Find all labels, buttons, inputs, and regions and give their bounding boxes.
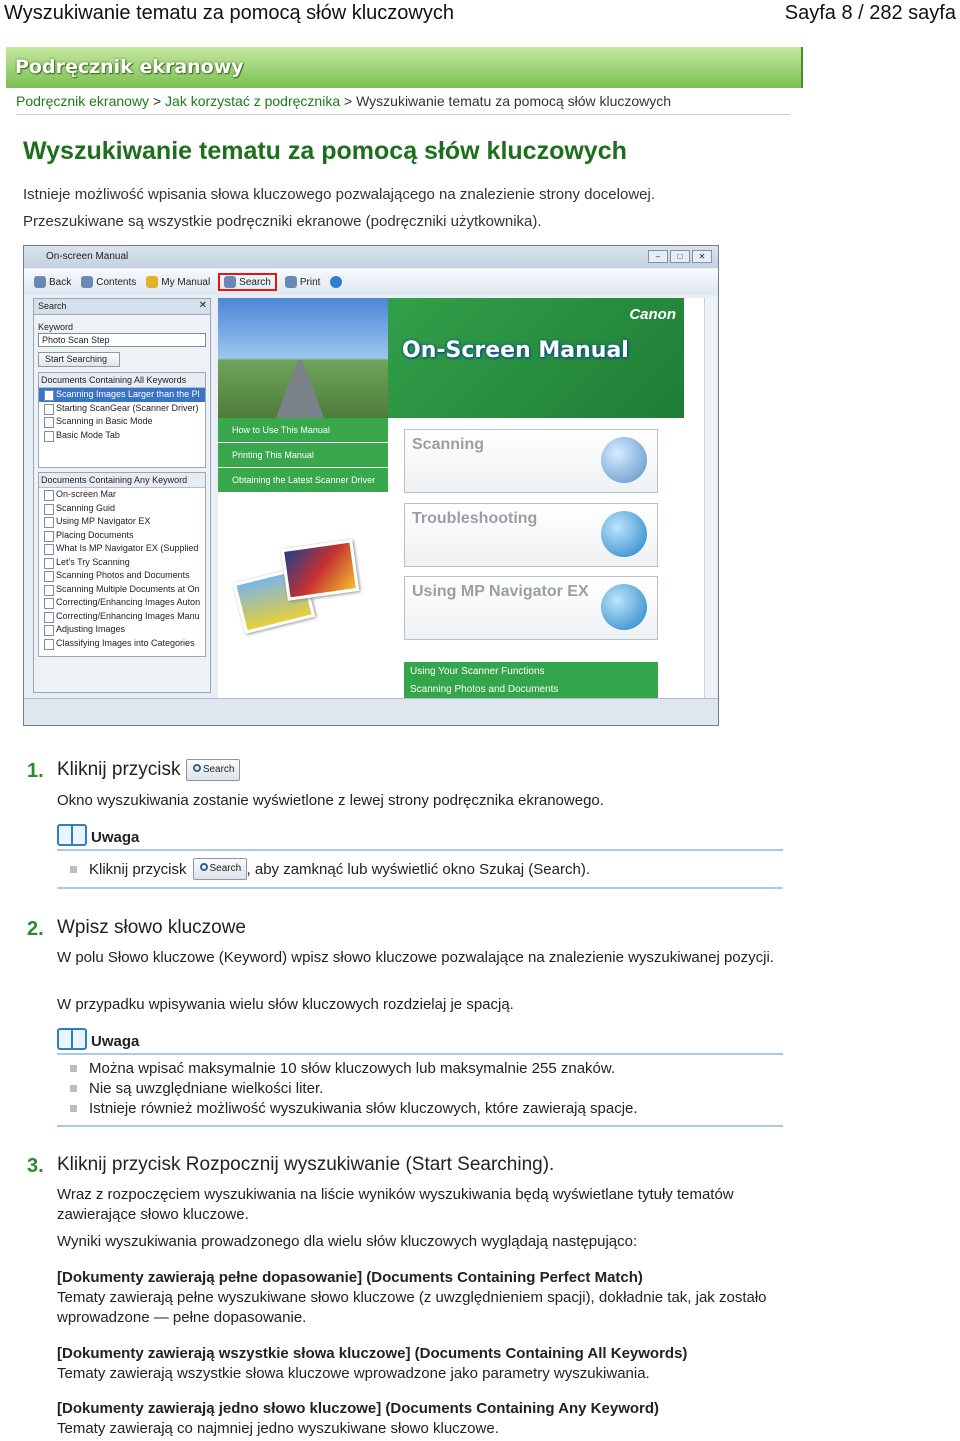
keyword-input: Photo Scan Step (38, 333, 206, 347)
step-3-description: Wraz z rozpoczęciem wyszukiwania na liście wyników wyszukiwania będą wyświetlane tytuły tematów zawierające słowo kluczowe. (57, 1186, 734, 1223)
search-icon (200, 863, 208, 871)
result-any-keyword (57, 1399, 787, 1439)
result-perfect-match (57, 1268, 787, 1328)
step-1-title: Kliknij przycisk Search (57, 759, 240, 781)
bullet-icon (70, 866, 77, 873)
nav-link: Printing This Manual (218, 443, 388, 468)
breadcrumb-separator: > (152, 93, 162, 109)
tile-scanning: Scanning (404, 429, 658, 493)
manual-hero (388, 298, 684, 418)
nav-link: Obtaining the Latest Scanner Driver (218, 468, 388, 493)
back-icon (34, 276, 46, 288)
keyword-label: Keyword (38, 322, 74, 332)
list-item: Using MP Navigator EX (39, 515, 205, 529)
result-all-keywords (57, 1344, 787, 1384)
step-2-number: 2. (27, 918, 44, 940)
results-all-keywords (38, 372, 206, 468)
start-searching-button: Start Searching (38, 352, 120, 367)
list-item: What Is MP Navigator EX (Supplied (39, 542, 205, 556)
note-1-top-rule (57, 849, 783, 851)
toolbar-my-manual: My Manual (146, 276, 210, 288)
list-item: Basic Mode Tab (39, 429, 205, 443)
toolbar-contents: Contents (81, 276, 136, 288)
step-3-number: 3. (27, 1155, 44, 1177)
page-header (0, 0, 960, 26)
note-1-header: Uwaga (57, 824, 139, 846)
header-title: Wyszukiwanie tematu za pomocą słów kluczowych (4, 1, 454, 24)
result-body: Tematy zawierają wszystkie słowa kluczowe wprowadzone jako parametry wyszukiwania. (57, 1365, 650, 1382)
search-pane (33, 298, 211, 693)
nav-link: How to Use This Manual (218, 418, 388, 443)
result-body: Tematy zawierają co najmniej jedno wyszukiwane słowo kluczowe. (57, 1420, 499, 1437)
toolbar-search-highlighted: Search (220, 275, 275, 289)
step-1-description: Okno wyszukiwania zostanie wyświetlone z lewej strony podręcznika ekranowego. (57, 792, 604, 809)
results-all-header: Documents Containing All Keywords (39, 373, 205, 388)
note-1-bottom-rule (57, 887, 783, 889)
note-2-item: Istnieje również możliwość wyszukiwania słów kluczowych, które zawierają spacje. (70, 1100, 638, 1117)
list-item: Correcting/Enhancing Images Manu (39, 610, 205, 624)
note-2-bottom-rule (57, 1125, 783, 1127)
book-icon (57, 1028, 87, 1050)
note-2-top-rule (57, 1053, 783, 1055)
list-item: Scanning Guid (39, 502, 205, 516)
list-item: Scanning Multiple Documents at On (39, 583, 205, 597)
tile-mp-navigator: Using MP Navigator EX (404, 576, 658, 640)
scanning-image (601, 437, 647, 483)
list-item: Scanning Photos and Documents (39, 569, 205, 583)
list-item: Classifying Images into Categories (39, 637, 205, 651)
canon-logo: Canon (629, 306, 676, 323)
toolbar-print: Print (285, 276, 321, 288)
list-item: Placing Documents (39, 529, 205, 543)
search-pane-header: Search ✕ (34, 299, 210, 315)
bullet-icon (70, 1065, 77, 1072)
breadcrumb (16, 93, 671, 109)
search-icon (224, 276, 236, 288)
manual-content (218, 298, 704, 698)
window-controls (648, 250, 712, 263)
minimize-icon: – (648, 250, 668, 263)
search-button-image: Search (186, 759, 240, 781)
page-title: Wyszukiwanie tematu za pomocą słów kluczowych (23, 137, 627, 165)
list-item: Adjusting Images (39, 623, 205, 637)
star-icon (146, 276, 158, 288)
question-icon (601, 511, 647, 557)
note-1-item: Kliknij przycisk Search , aby zamknąć lub wyświetlić okno Szukaj (Search). (70, 858, 590, 880)
close-icon: ✕ (198, 300, 207, 311)
list-item: Correcting/Enhancing Images Auton (39, 596, 205, 610)
manual-banner (6, 47, 803, 88)
close-icon: ✕ (692, 250, 712, 263)
print-icon (285, 276, 297, 288)
banner-title: Podręcznik ekranowy (15, 56, 244, 78)
step-1-number: 1. (27, 760, 44, 782)
list-item: Scanning in Basic Mode (39, 415, 205, 429)
page-counter: Sayfa 8 / 282 sayfa (784, 1, 956, 24)
contents-icon (81, 276, 93, 288)
list-item: Let's Try Scanning (39, 556, 205, 570)
app-window-title: On-screen Manual (24, 246, 718, 268)
navigator-icon (601, 584, 647, 630)
toolbar-back: Back (34, 276, 71, 288)
intro-line-2: Przeszukiwane są wszystkie podręczniki ekranowe (podręczniki użytkownika). (23, 213, 542, 230)
bullet-icon (70, 1085, 77, 1092)
intro-line-1: Istnieje możliwość wpisania słowa kluczowego pozwalającego na znalezienie strony docelowej. (23, 186, 655, 203)
list-item: On-screen Mar (39, 488, 205, 502)
breadcrumb-link-manual[interactable]: Podręcznik ekranowy (16, 93, 150, 109)
note-2-header: Uwaga (57, 1028, 139, 1050)
help-icon (330, 276, 342, 288)
note-2-item: Nie są uwzględniane wielkości liter. (70, 1080, 323, 1097)
results-any-keyword (38, 472, 206, 657)
list-item: Starting ScanGear (Scanner Driver) (39, 402, 205, 416)
manual-hero-title: On-Screen Manual (402, 338, 629, 363)
step-2-title: Wpisz słowo kluczowe (57, 917, 246, 938)
manual-nav-links (218, 418, 388, 493)
step-3-description-2: Wyniki wyszukiwania prowadzonego dla wielu słów kluczowych wyglądają następująco: (57, 1233, 638, 1250)
step-3-title: Kliknij przycisk Rozpocznij wyszukiwanie (Start Searching). (57, 1154, 555, 1175)
tile-troubleshooting: Troubleshooting (404, 503, 658, 567)
result-body: Tematy zawierają pełne wyszukiwane słowo kluczowe (z uwzględnieniem spacji), dokładnie tak, jak zostało wprowadzone — pełne dopasowanie. (57, 1289, 767, 1326)
breadcrumb-link-howto[interactable]: Jak korzystać z podręcznika (165, 93, 341, 109)
note-2-item: Można wpisać maksymalnie 10 słów kluczowych lub maksymalnie 255 znaków. (70, 1060, 615, 1077)
results-any-header: Documents Containing Any Keyword (39, 473, 205, 488)
result-heading: [Dokumenty zawierają jedno słowo kluczowe] (Documents Containing Any Keyword) (57, 1400, 660, 1417)
photo-art (281, 539, 360, 601)
photo-stack-image (234, 538, 364, 638)
search-button-image: Search (193, 858, 247, 880)
content-scrollbar (704, 298, 716, 698)
book-icon (57, 824, 87, 846)
result-heading: [Dokumenty zawierają wszystkie słowa kluczowe] (Documents Containing All Keywords) (57, 1345, 688, 1362)
list-item: Scanning Images Larger than the Pl (39, 388, 205, 402)
app-statusbar (24, 698, 718, 726)
step-2-description-2: W przypadku wpisywania wielu słów kluczowych rozdzielaj je spacją. (57, 996, 514, 1013)
breadcrumb-current: > Wyszukiwanie tematu za pomocą słów kluczowych (344, 93, 672, 109)
maximize-icon: □ (670, 250, 690, 263)
scanner-functions-bar: Using Your Scanner Functions Scanning Photos and Documents (404, 662, 658, 698)
app-screenshot (23, 245, 719, 726)
breadcrumb-divider (16, 114, 790, 115)
search-icon (193, 764, 201, 772)
bullet-icon (70, 1105, 77, 1112)
result-heading: [Dokumenty zawierają pełne dopasowanie] (Documents Containing Perfect Match) (57, 1269, 643, 1286)
step-2-description: W polu Słowo kluczowe (Keyword) wpisz słowo kluczowe pozwalające na znalezienie wyszukiwanej pozycji. (57, 949, 774, 966)
road-image (218, 298, 388, 418)
app-toolbar (24, 269, 718, 295)
